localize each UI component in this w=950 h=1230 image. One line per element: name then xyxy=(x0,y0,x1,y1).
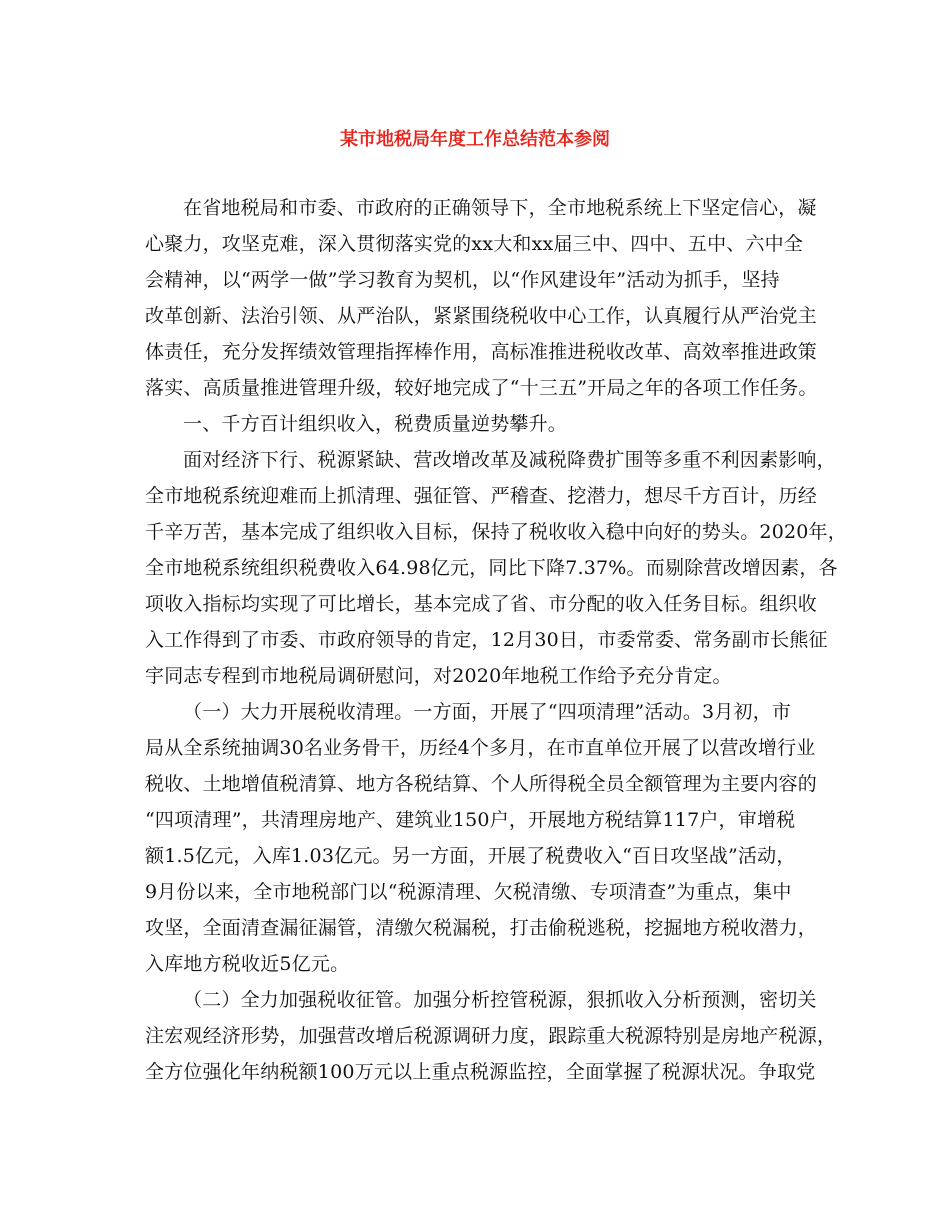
paragraph-line: 税收、土地增值税清算、地方各税结算、个人所得税全员全额管理为主要内容的 xyxy=(145,773,818,795)
paragraph-line: 会精神，以“两学一做”学习教育为契机，以“作风建设年”活动为抓手，坚持 xyxy=(145,269,780,291)
paragraph-line: 在省地税局和市委、市政府的正确领导下，全市地税系统上下坚定信心，凝 xyxy=(183,197,817,219)
paragraph-line: 额1.5亿元，入库1.03亿元。另一方面，开展了税费收入“百日攻坚战”活动， xyxy=(145,845,796,867)
paragraph-line: 宇同志专程到市地税局调研慰问，对2020年地税工作给予充分肯定。 xyxy=(145,665,732,687)
paragraph-line: （二）全力加强税收征管。加强分析控管税源，狠抓收入分析预测，密切关 xyxy=(183,989,817,1011)
paragraph-line: 改革创新、法治引领、从严治队，紧紧围绕税收中心工作，认真履行从严治党主 xyxy=(145,305,818,327)
paragraph-line: 心聚力，攻坚克难，深入贯彻落实党的xx大和xx届三中、四中、五中、六中全 xyxy=(145,233,804,255)
paragraph-line: 攻坚，全面清查漏征漏管，清缴欠税漏税，打击偷税逃税，挖掘地方税收潜力， xyxy=(145,917,818,939)
paragraph-line: （一）大力开展税收清理。一方面，开展了“四项清理”活动。3月初，市 xyxy=(183,701,792,723)
paragraph-line: 体责任，充分发挥绩效管理指挥棒作用，高标准推进税收改革、高效率推进政策 xyxy=(145,341,818,363)
paragraph-line: 千辛万苦，基本完成了组织收入目标，保持了税收收入稳中向好的势头。2020年， xyxy=(145,521,847,543)
paragraph-line: “四项清理”，共清理房地产、建筑业150户，开展地方税结算117户，审增税 xyxy=(145,809,796,831)
document-title: 某市地税局年度工作总结范本参阅 xyxy=(340,129,610,150)
section-heading: 一、千方百计组织收入，税费质量逆势攀升。 xyxy=(183,413,568,435)
paragraph-line: 全市地税系统组织税费收入64.98亿元，同比下降7.37%。而剔除营改增因素，各 xyxy=(145,557,838,579)
paragraph-line: 入工作得到了市委、市政府领导的肯定，12月30日，市委常委、常务副市长熊征 xyxy=(145,629,828,651)
paragraph-line: 全方位强化年纳税额100万元以上重点税源监控，全面掌握了税源状况。争取党 xyxy=(145,1061,816,1083)
paragraph-line: 局从全系统抽调30名业务骨干，历经4个多月，在市直单位开展了以营改增行业 xyxy=(145,737,816,759)
paragraph-line: 落实、高质量推进管理升级，较好地完成了“十三五”开局之年的各项工作任务。 xyxy=(145,377,818,399)
paragraph-line: 注宏观经济形势，加强营改增后税源调研力度，跟踪重大税源特别是房地产税源， xyxy=(145,1025,837,1047)
paragraph-line: 9月份以来，全市地税部门以“税源清理、欠税清缴、专项清查”为重点，集中 xyxy=(145,881,792,903)
paragraph-line: 入库地方税收近5亿元。 xyxy=(145,953,350,975)
paragraph-line: 项收入指标均实现了可比增长，基本完成了省、市分配的收入任务目标。组织收 xyxy=(145,593,818,615)
paragraph-line: 面对经济下行、税源紧缺、营改增改革及减税降费扩围等多重不利因素影响， xyxy=(183,449,836,471)
paragraph-line: 全市地税系统迎难而上抓清理、强征管、严稽查、挖潜力，想尽千方百计，历经 xyxy=(145,485,818,507)
